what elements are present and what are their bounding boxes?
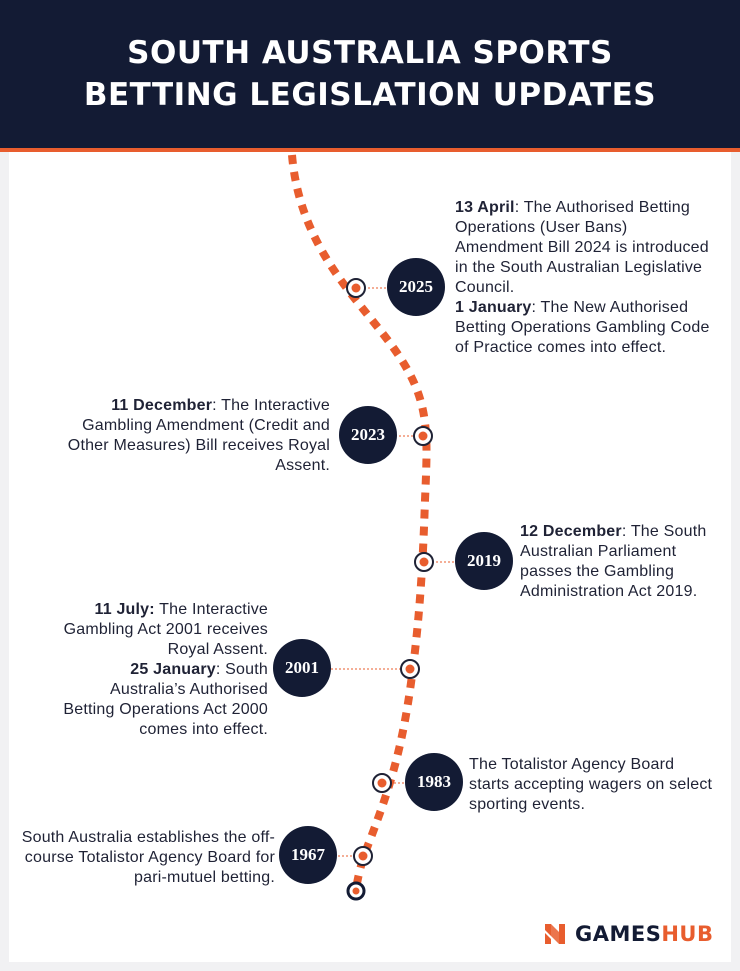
year-badge-2001: 2001 [273, 639, 331, 697]
event-text-1983 [469, 755, 714, 815]
event-date: 1 January [455, 299, 532, 316]
marker-1967 [354, 847, 372, 865]
title-line-1: SOUTH AUSTRALIA SPORTS [127, 35, 613, 71]
event-entry [469, 755, 714, 815]
event-date: 11 July: [94, 601, 155, 618]
marker-2025 [347, 279, 365, 297]
event-text-2001 [58, 600, 268, 740]
marker-2023 [414, 427, 432, 445]
event-entry [520, 522, 728, 602]
marker-2001 [401, 660, 419, 678]
event-text-2019 [520, 522, 728, 602]
event-entry [20, 828, 275, 888]
event-date: 12 December [520, 523, 622, 540]
event-entry [455, 198, 717, 298]
title-line-2: BETTING LEGISLATION UPDATES [83, 77, 657, 113]
event-entry [60, 396, 330, 476]
gameshub-logo [543, 921, 714, 947]
event-description: The Interactive Gambling Act 2001 receives Royal Assent. [63, 601, 268, 658]
marker-1983 [373, 774, 391, 792]
event-description: : The Interactive Gambling Amendment (Credit and Other Measures) Bill receives Royal Assent. [67, 397, 330, 474]
event-description: : The South Australian Parliament passes the Gambling Administration Act 2019. [520, 523, 707, 600]
wordmark-hub: HUB [661, 922, 714, 946]
event-entry [455, 298, 717, 358]
event-entry [58, 660, 268, 740]
gameshub-wordmark [575, 922, 714, 946]
event-date: 25 January [130, 661, 216, 678]
event-description: : The New Authorised Betting Operations Gambling Code of Practice comes into effect. [455, 299, 710, 356]
wordmark-games: GAMES [575, 922, 662, 946]
year-badge-1967: 1967 [279, 826, 337, 884]
marker-2019 [415, 553, 433, 571]
event-entry [58, 600, 268, 660]
event-date: 11 December [111, 397, 213, 414]
event-description: : South Australia’s Authorised Betting Operations Act 2000 comes into effect. [63, 661, 268, 738]
event-description: South Australia establishes the off-course Totalistor Agency Board for pari-mutuel betting. [21, 829, 275, 886]
year-badge-2019: 2019 [455, 532, 513, 590]
gameshub-logo-icon [543, 922, 567, 946]
year-badge-2023: 2023 [339, 406, 397, 464]
event-description: The Totalistor Agency Board starts accepting wagers on select sporting events. [469, 756, 713, 813]
year-badge-2025: 2025 [387, 258, 445, 316]
timeline-end-marker [348, 883, 364, 899]
event-date: 13 April [455, 199, 515, 216]
event-text-2023 [60, 396, 330, 476]
event-description: : The Authorised Betting Operations (User Bans) Amendment Bill 2024 is introduced in the South Australian Legislative Council. [455, 199, 709, 296]
event-text-1967 [20, 828, 275, 888]
year-badge-1983: 1983 [405, 753, 463, 811]
event-text-2025 [455, 198, 717, 358]
